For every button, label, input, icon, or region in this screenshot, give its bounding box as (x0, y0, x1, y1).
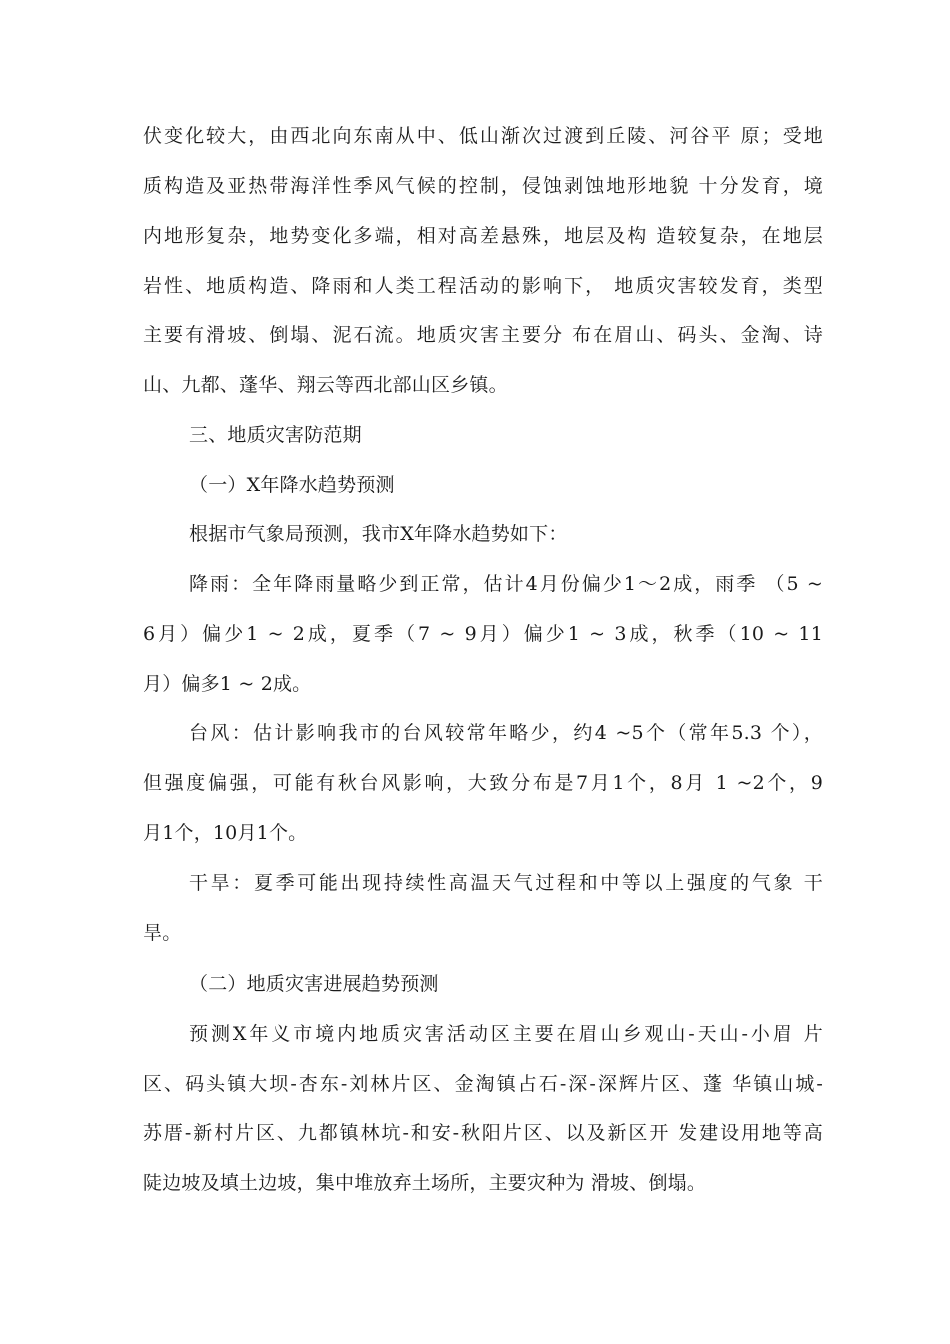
text-line: 根据市气象局预测，我市X年降水趋势如下： (189, 523, 568, 545)
text-line: 山、九都、蓬华、翔云等西北部山区乡镇。 (143, 374, 508, 396)
subsection-heading: （一）X年降水趋势预测 (189, 474, 395, 496)
text-line: 但强度偏强，可能有秋台风影响，大致分布是7月1个，8月 1 ~2个，9 (143, 772, 823, 794)
text-line: 预测X年义市境内地质灾害活动区主要在眉山乡观山-天山-小眉 片 (189, 1023, 823, 1045)
subsection-heading: （二）地质灾害进展趋势预测 (189, 973, 439, 995)
text-line: 降雨：全年降雨量略少到正常，估计4月份偏少1〜2成，雨季 （5 ~ (189, 573, 823, 595)
text-line: 质构造及亚热带海洋性季风气候的控制，侵蚀剥蚀地形地貌 十分发育，境 (143, 175, 823, 197)
text-line: 旱。 (143, 922, 182, 944)
text-line: 6月）偏少1 ~ 2成，夏季（7 ~ 9月）偏少1 ~ 3成，秋季（10 ~ 11 (143, 623, 823, 645)
text-line: 岩性、地质构造、降雨和人类工程活动的影响下， 地质灾害较发育，类型 (143, 275, 823, 297)
text-line: 区、码头镇大坝-杏东-刘林片区、金淘镇占石-深-深辉片区、蓬 华镇山城- (143, 1073, 823, 1095)
text-line: 台风：估计影响我市的台风较常年略少，约4 ~5个（常年5.3 个）， (189, 722, 823, 744)
text-line: 月1个，10月1个。 (143, 822, 308, 844)
text-line: 月）偏多1 ~ 2成。 (143, 673, 312, 695)
text-line: 陡边坡及填土边坡，集中堆放弃土场所，主要灾种为 滑坡、倒塌。 (143, 1172, 707, 1194)
text-line: 主要有滑坡、倒塌、泥石流。地质灾害主要分 布在眉山、码头、金淘、诗 (143, 324, 823, 346)
text-line: 干旱：夏季可能出现持续性高温天气过程和中等以上强度的气象 干 (189, 872, 823, 894)
text-line: 伏变化较大，由西北向东南从中、低山渐次过渡到丘陵、河谷平 原；受地 (143, 125, 823, 147)
section-heading: 三、地质灾害防范期 (189, 424, 362, 446)
text-line: 苏厝-新村片区、九都镇林坑-和安-秋阳片区、以及新区开 发建设用地等高 (143, 1122, 823, 1144)
text-line: 内地形复杂，地势变化多端，相对高差悬殊，地层及构 造较复杂，在地层 (143, 225, 823, 247)
